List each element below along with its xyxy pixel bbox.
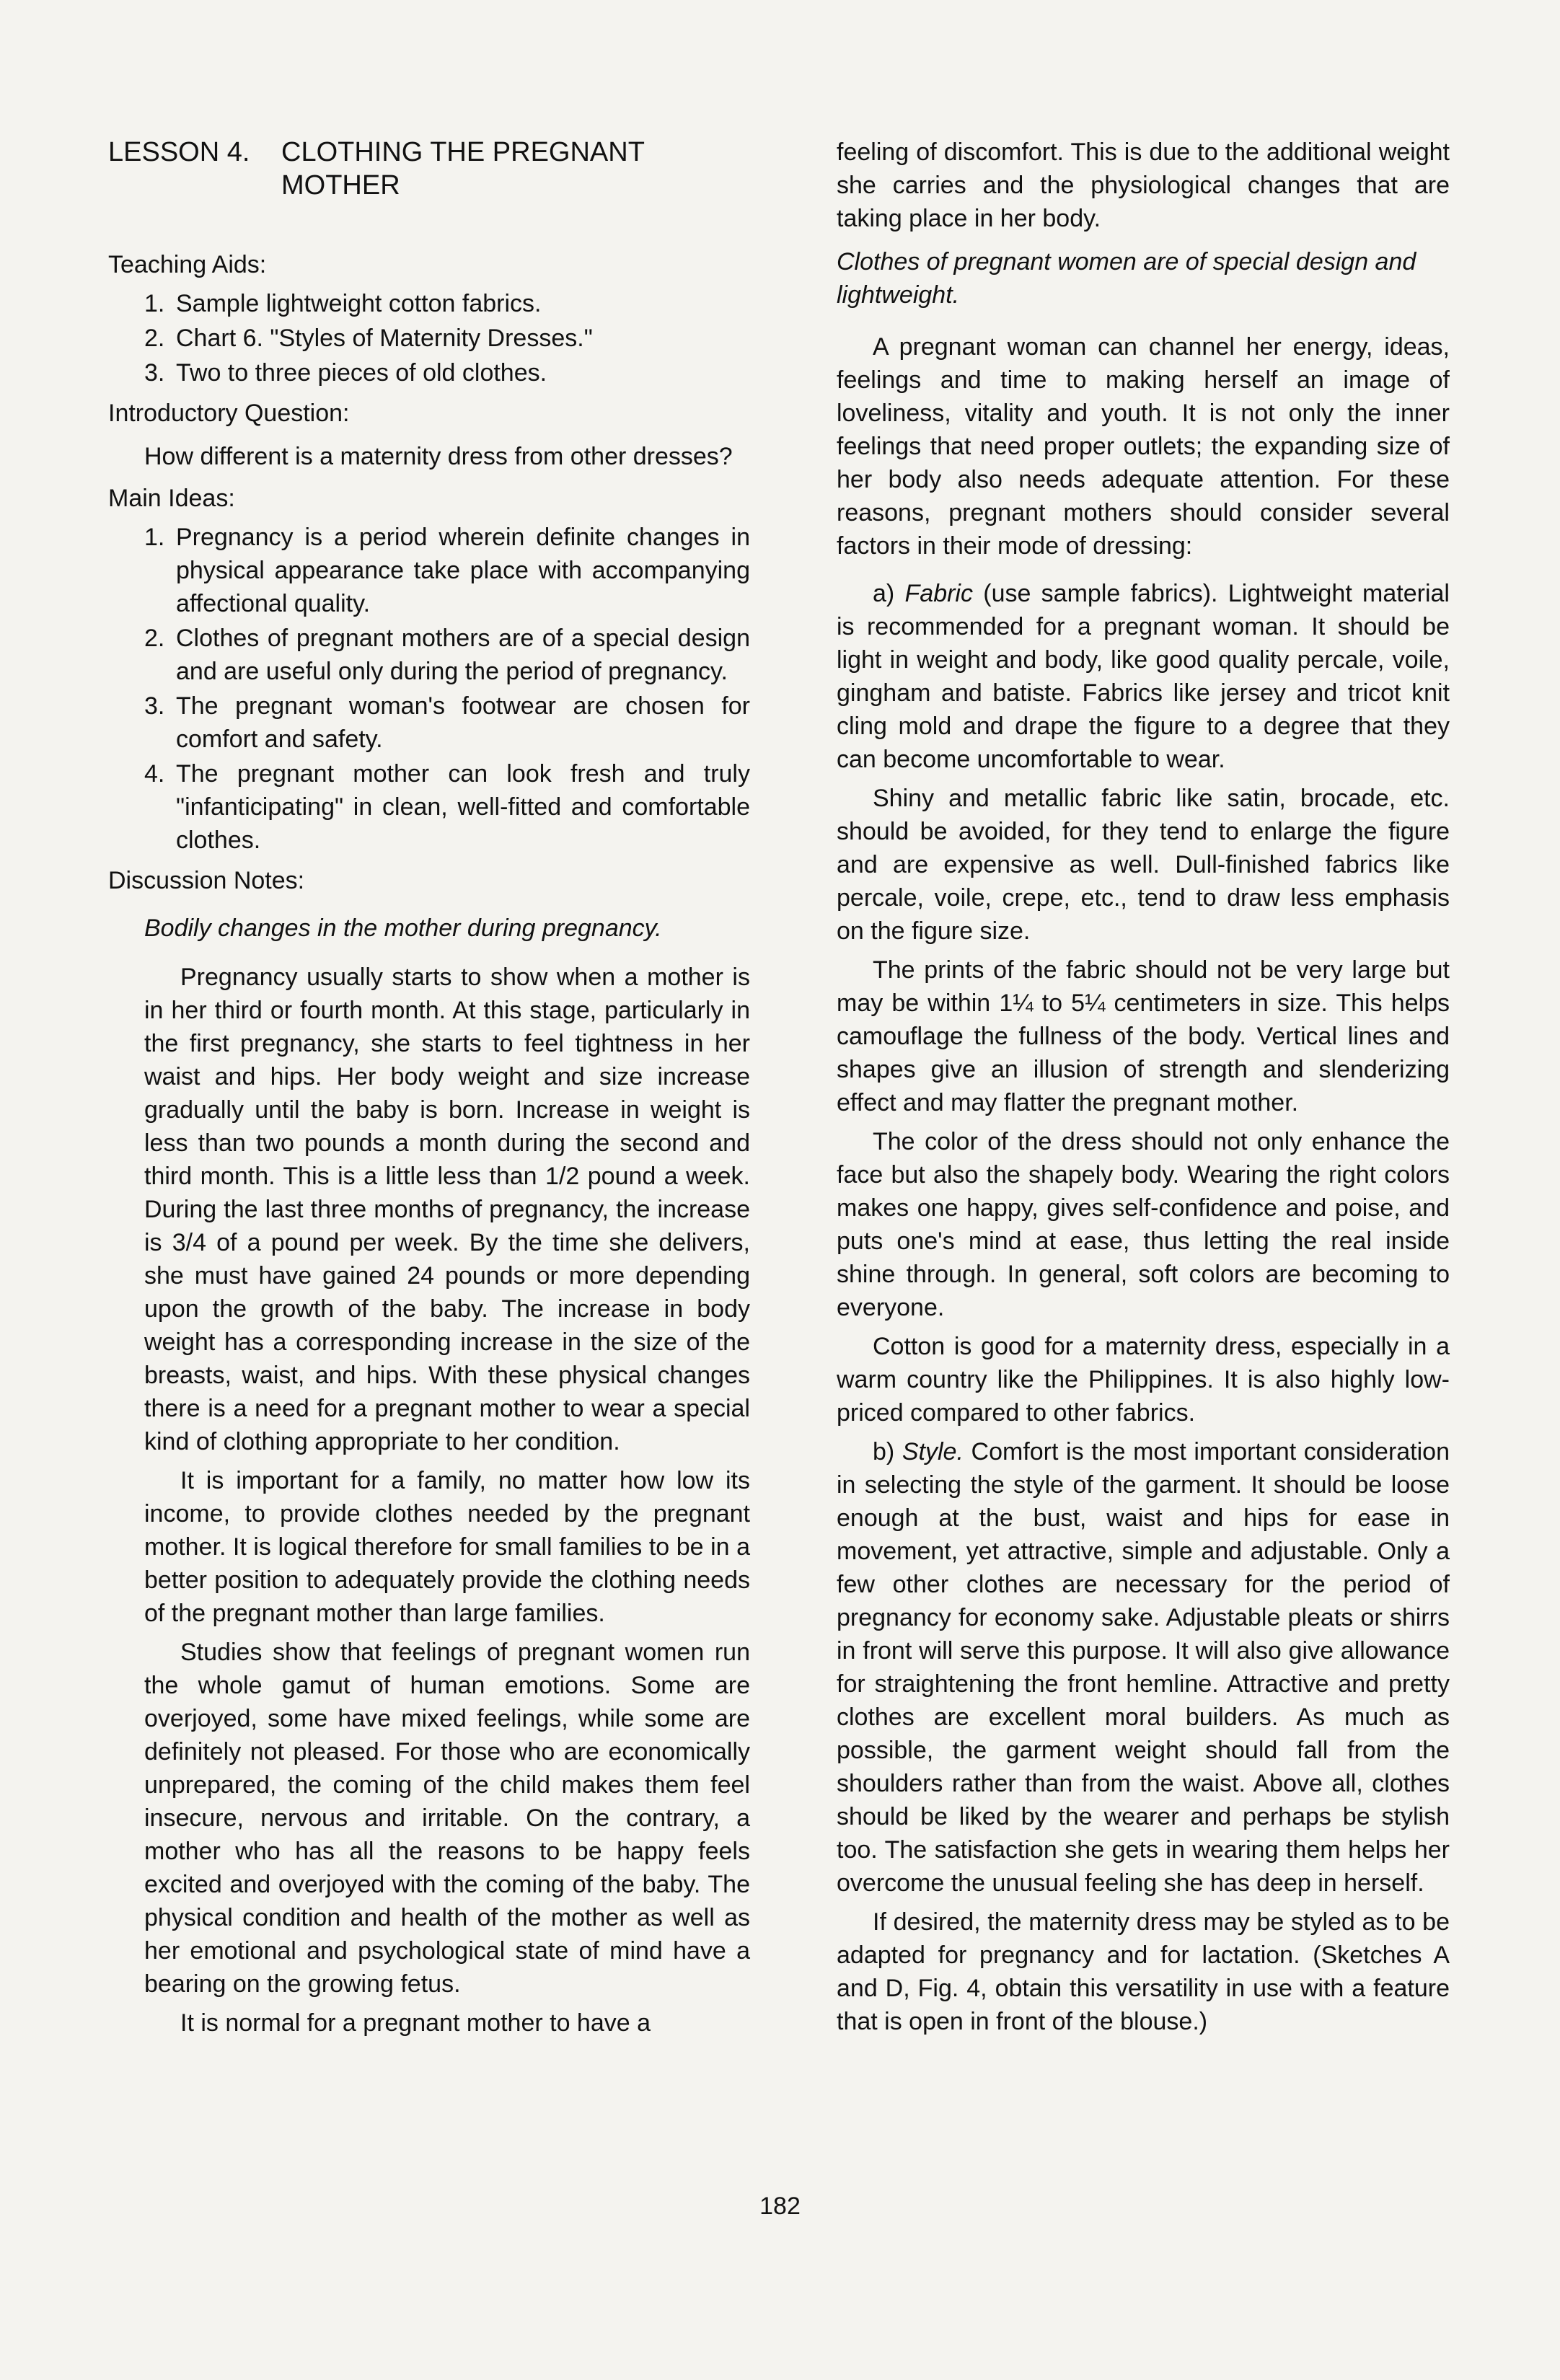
style-text: Comfort is the most important consideration in selecting the style of the garment. It should be loose enough at the bust, waist and hips for ease in movement, yet attractive, simple and adjustable. Only a few other clothes are necessary for the period of pregnancy for economy sake. Adjustable pleats or shirrs in front will serve this purpose. It will also give allowance for straightening the front hemline. Attractive and pretty clothes are excellent moral builders. As much as possible, the garment weight should fall from the shoulders rather than from the waist. Above all, clothes should be liked by the wearer and perhaps be stylish too. The satisfaction she gets in wearing them helps her overcome the unusual feeling she has deep in herself.	[837, 1438, 1450, 1897]
item-text: Clothes of pregnant mothers are of a special design and are useful only during the period of pregnancy.	[176, 625, 750, 685]
teaching-aids-list	[108, 287, 750, 389]
list-item	[108, 356, 750, 389]
paragraph: Shiny and metallic fabric like satin, brocade, etc. should be avoided, for they tend to enlarge the figure and are expensive as well. Dull-finished fabrics like percale, voile, crepe, etc., tend to draw less emphasis on the figure size.	[837, 785, 1450, 945]
item-text: Sample lightweight cotton fabrics.	[176, 290, 542, 317]
left-body	[108, 961, 750, 2040]
lesson-header	[108, 136, 750, 202]
item-number: 1.	[144, 290, 165, 317]
section-heading-special-design: Clothes of pregnant women are of special design and lightweight.	[837, 248, 1416, 309]
list-item	[108, 622, 750, 688]
paragraph: Pregnancy usually starts to show when a mother is in her third or fourth month. At this stage, particularly in the first pregnancy, she starts to feel tightness in her waist and hips. Her body weight and size increase gradually until the baby is born. Increase in weight is less than two pounds a month during the second and third month. This is a little less than 1/2 pound a week. During the last three months of pregnancy, the increase is 3/4 of a pound per week. By the time she delivers, she must have gained 24 pounds or more depending upon the growth of the baby. The increase in body weight has a corresponding increase in the size of the breasts, waist, and hips. With these physical changes there is a need for a pregnant mother to wear a special kind of clothing appropriate to her condition.	[144, 964, 750, 1455]
item-number: 2.	[144, 325, 165, 352]
paragraph: It is normal for a pregnant mother to have a	[180, 2009, 651, 2037]
style-prefix: b)	[873, 1438, 895, 1466]
main-ideas-label: Main Ideas:	[108, 485, 235, 512]
item-text: Two to three pieces of old clothes.	[176, 359, 547, 387]
fabric-text: Lightweight material is recommended for a pregnant woman. It should be light in weight and body, like good quality percale, voile, gingham and batiste. Fabrics like jersey and tricot knit cling mold and drape the figure to a degree that they can become uncomfortable to wear.	[837, 580, 1450, 773]
item-text: Chart 6. "Styles of Maternity Dresses."	[176, 325, 593, 352]
page-number: 182	[759, 2192, 801, 2220]
item-number: 3.	[144, 692, 165, 720]
style-label: Style.	[902, 1438, 964, 1466]
intro-question-text: How different is a maternity dress from other dresses?	[144, 443, 733, 470]
discussion-notes-label: Discussion Notes:	[108, 867, 305, 894]
fabric-note: (use sample fabrics).	[983, 580, 1218, 607]
list-item	[108, 689, 750, 756]
paragraph: Cotton is good for a maternity dress, especially in a warm country like the Philippines. It is also highly low-priced compared to other fabrics.	[837, 1333, 1450, 1427]
list-item	[108, 521, 750, 620]
paragraph: A pregnant woman can channel her energy, ideas, feelings and time to making herself an image of loveliness, vitality and youth. It is not only the inner feelings that need proper outlets; the expanding size of her body also needs adequate attention. For these reasons, pregnant mothers should consider several factors in their mode of dressing:	[837, 333, 1450, 560]
paragraph: The color of the dress should not only enhance the face but also the shapely body. Wearing the right colors makes one happy, gives self-confidence and poise, and puts one's mind at ease, thus letting the real inside shine through. In general, soft colors are becoming to everyone.	[837, 1128, 1450, 1321]
item-text: Pregnancy is a period wherein definite changes in physical appearance take place with accompanying affectional quality.	[176, 524, 750, 617]
item-number: 3.	[144, 359, 165, 387]
paragraph: The prints of the fabric should not be very large but may be within 1¼ to 5¼ centimeters in size. This helps camouflage the fullness of the body. Vertical lines and shapes give an illusion of strength and slenderizing effect and may flatter the pregnant mother.	[837, 956, 1450, 1116]
left-column	[108, 136, 750, 2045]
list-item	[108, 757, 750, 857]
paragraph-continuation: feeling of discomfort. This is due to the additional weight she carries and the physiological changes that are taking place in her body.	[837, 138, 1450, 232]
item-number: 1.	[144, 524, 165, 551]
paragraph: It is important for a family, no matter how low its income, to provide clothes needed by the pregnant mother. It is logical therefore for small families to be in a better position to adequately provide the clothing needs of the pregnant mother than large families.	[144, 1467, 750, 1627]
fabric-label: Fabric	[904, 580, 973, 607]
item-text: The pregnant mother can look fresh and truly "infanticipating" in clean, well-fitted and comfortable clothes.	[176, 760, 750, 854]
teaching-aids-label: Teaching Aids:	[108, 251, 267, 278]
section-heading-bodily-changes: Bodily changes in the mother during pregnancy.	[144, 914, 662, 942]
intro-question-label: Introductory Question:	[108, 400, 350, 427]
lesson-number: LESSON 4.	[108, 137, 250, 167]
item-text: The pregnant woman's footwear are chosen for comfort and safety.	[176, 692, 750, 753]
item-number: 4.	[144, 760, 165, 788]
list-item	[108, 287, 750, 320]
right-column	[837, 136, 1450, 2044]
paragraph: If desired, the maternity dress may be styled as to be adapted for pregnancy and for lactation. (Sketches A and D, Fig. 4, obtain this versatility in use with a feature that is open in front of the blouse.)	[837, 1908, 1450, 2035]
item-number: 2.	[144, 625, 165, 652]
style-paragraph	[837, 1435, 1450, 1900]
lesson-title: CLOTHING THE PREGNANT MOTHER	[281, 137, 645, 200]
fabric-paragraph	[837, 577, 1450, 776]
list-item	[108, 322, 750, 355]
paragraph: Studies show that feelings of pregnant women run the whole gamut of human emotions. Some are overjoyed, some have mixed feelings, while some are definitely not pleased. For those who are economically unprepared, the coming of the child makes them feel insecure, nervous and irritable. On the contrary, a mother who has all the reasons to be happy feels excited and overjoyed with the coming of the baby. The physical condition and health of the mother as well as her emotional and psychological state of mind have a bearing on the growing fetus.	[144, 1639, 750, 1998]
main-ideas-list	[108, 521, 750, 857]
fabric-prefix: a)	[873, 580, 895, 607]
